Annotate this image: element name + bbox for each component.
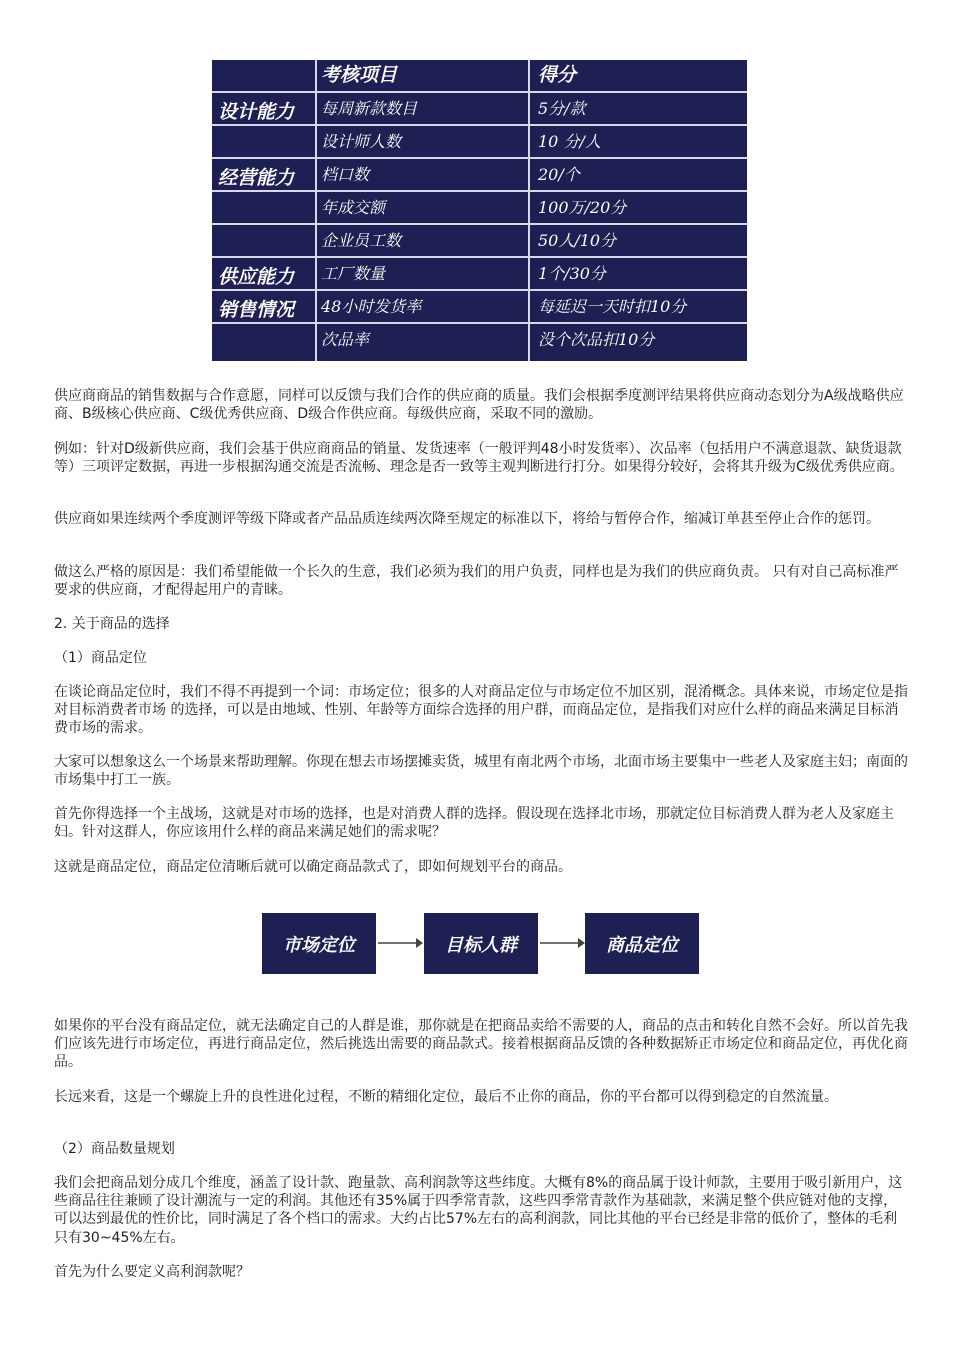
category-design: 设计能力 xyxy=(218,101,295,123)
table-row xyxy=(212,225,747,258)
header-item: 考核项目 xyxy=(321,64,398,86)
row-score: 20/个 xyxy=(538,165,580,184)
category-operations: 经营能力 xyxy=(218,167,295,189)
paragraph: 如果你的平台没有商品定位，就无法确定自己的人群是谁，那你就是在把商品卖给不需要的人，商品的点击和转化自然不会好。所以首先我们应该先进行市场定位，再进行商品定位，然后挑选出需要的商品款式。接着根据商品反馈的各种数据矫正市场定位和商品定位，再优化商品。 xyxy=(54,1018,908,1071)
header-score: 得分 xyxy=(538,64,577,86)
subsection-heading: （1）商品定位 xyxy=(54,650,147,666)
table-row xyxy=(212,126,747,159)
row-item: 48小时发货率 xyxy=(321,297,422,316)
subsection-heading: （2）商品数量规划 xyxy=(54,1141,175,1157)
row-item: 档口数 xyxy=(321,165,370,184)
row-score: 50人/10分 xyxy=(538,231,617,250)
paragraph: 例如：针对D级新供应商，我们会基于供应商商品的销量、发货速率（一般评判48小时发货率）、次品率（包括用户不满意退款、缺货退款等）三项评定数据，再进一步根据沟通交流是否流畅、理念是否一致等主观判断进行打分。如果得分较好，会将其升级为C级优秀供应商。 xyxy=(54,441,904,476)
row-score: 5分/款 xyxy=(538,99,586,118)
paragraph: 做这么严格的原因是：我们希望能做一个长久的生意，我们必须为我们的用户负责，同样也是为我们的供应商负责。 只有对自己高标准严要求的供应商，才配得起用户的青睐。 xyxy=(54,564,899,599)
paragraph: 供应商商品的销售数据与合作意愿，同样可以反馈与我们合作的供应商的质量。我们会根据季度测评结果将供应商动态划分为A级战略供应商、B级核心供应商、C级优秀供应商、D级合作供应商。每级供应商，采取不同的激励。 xyxy=(54,388,904,423)
table-row xyxy=(212,324,747,357)
flow-step-product-positioning: 商品定位 xyxy=(585,913,699,974)
row-item: 设计师人数 xyxy=(321,132,402,151)
paragraph: 大家可以想象这么一个场景来帮助理解。你现在想去市场摆摊卖货，城里有南北两个市场，北面市场主要集中一些老人及家庭主妇；南面的市场集中打工一族。 xyxy=(54,754,908,789)
paragraph: 在谈论商品定位时，我们不得不再提到一个词：市场定位；很多的人对商品定位与市场定位不加区别，混淆概念。具体来说，市场定位是指对目标消费者市场 的选择，可以是由地域、性别、年龄等方面综合选择的用户群，而商品定位，是指我们对应什么样的商品来满足目标消费市场的需求。 xyxy=(54,684,908,737)
row-item: 工厂数量 xyxy=(321,264,386,283)
paragraph: 首先你得选择一个主战场，这就是对市场的选择，也是对消费人群的选择。假设现在选择北市场，那就定位目标消费人群为老人及家庭主妇。针对这群人，你应该用什么样的商品来满足她们的需求呢？ xyxy=(54,806,894,841)
flow-step-target-audience: 目标人群 xyxy=(424,913,538,974)
table-header-row xyxy=(212,60,747,93)
paragraph: 供应商如果连续两个季度测评等级下降或者产品品质连续两次降至规定的标准以下，将给与暂停合作，缩减订单甚至停止合作的惩罚。 xyxy=(54,511,880,527)
paragraph: 我们会把商品划分成几个维度，涵盖了设计款、跑量款、高利润款等这些纬度。大概有8%的商品属于设计师款，主要用于吸引新用户，这些商品往往兼顾了设计潮流与一定的利润。其他还有35%属于四季常青款，这些四季常青款作为基础款，来满足整个供应链对他的支撑，可以达到最优的性价比，同时满足了各个档口的需求。大约占比57%左右的高利润款，同比其他的平台已经是非常的低价了，整体的毛利只有30~45%左右。 xyxy=(54,1175,903,1246)
category-sales: 销售情况 xyxy=(218,299,295,321)
supplier-assessment-table xyxy=(212,60,747,361)
row-score: 10 分/人 xyxy=(538,132,601,151)
row-score: 1个/30分 xyxy=(538,264,606,283)
table-row xyxy=(212,192,747,225)
row-item: 企业员工数 xyxy=(321,231,402,250)
row-score: 100万/20分 xyxy=(538,198,627,217)
row-score: 没个次品扣10分 xyxy=(538,330,655,349)
arrow-right-icon xyxy=(376,933,424,953)
paragraph: 长远来看，这是一个螺旋上升的良性进化过程，不断的精细化定位，最后不止你的商品，你的平台都可以得到稳定的自然流量。 xyxy=(54,1089,838,1105)
flow-step-market-positioning: 市场定位 xyxy=(262,913,376,974)
paragraph: 这就是商品定位，商品定位清晰后就可以确定商品款式了，即如何规划平台的商品。 xyxy=(54,859,572,875)
row-score: 每延迟一天时扣10分 xyxy=(538,297,687,316)
category-supply: 供应能力 xyxy=(218,266,295,288)
section-heading: 2. 关于商品的选择 xyxy=(54,616,170,632)
row-item: 年成交额 xyxy=(321,198,386,217)
paragraph: 首先为什么要定义高利润款呢？ xyxy=(54,1264,250,1280)
row-item: 每周新款数目 xyxy=(321,99,418,118)
row-item: 次品率 xyxy=(321,330,370,349)
arrow-right-icon xyxy=(538,933,586,953)
